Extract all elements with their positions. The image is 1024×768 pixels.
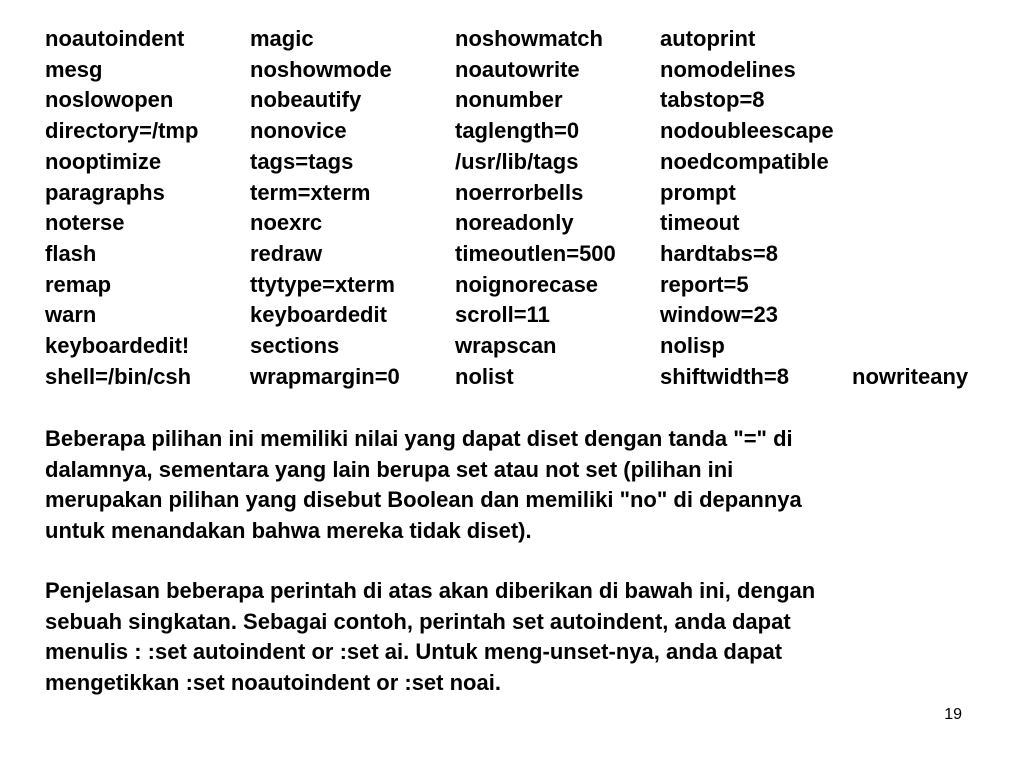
paragraph-line: menulis : :set autoindent or :set ai. Untuk meng-unset-nya, anda dapat <box>45 639 783 665</box>
paragraph-line: merupakan pilihan yang disebut Boolean dan memiliki "no" di depannya <box>45 487 802 513</box>
paragraph-line: untuk menandakan bahwa mereka tidak diset). <box>45 518 532 544</box>
option-cell: nomodelines <box>660 56 796 82</box>
paragraph-line: Beberapa pilihan ini memiliki nilai yang dapat diset dengan tanda "=" di <box>45 426 793 451</box>
options-row <box>45 55 968 86</box>
option-cell: keyboardedit <box>250 302 387 328</box>
option-cell: noautoindent <box>45 26 185 51</box>
option-cell <box>852 208 968 239</box>
option-cell: nowriteany <box>852 363 969 389</box>
option-cell: nolisp <box>660 333 725 359</box>
options-row <box>45 147 968 178</box>
option-cell: timeoutlen=500 <box>455 240 616 266</box>
option-cell: timeout <box>660 210 740 236</box>
option-cell: shell=/bin/csh <box>45 363 192 389</box>
option-cell: wrapscan <box>455 333 557 359</box>
option-cell: ttytype=xterm <box>250 271 395 297</box>
option-cell: nodoubleescape <box>660 118 834 144</box>
option-cell: keyboardedit! <box>45 333 190 359</box>
options-row <box>45 362 968 393</box>
option-cell: warn <box>45 302 97 328</box>
option-cell: nolist <box>455 363 514 389</box>
option-cell: nonumber <box>455 87 563 113</box>
option-cell: hardtabs=8 <box>660 240 778 266</box>
paragraph-line: dalamnya, sementara yang lain berupa set atau not set (pilihan ini <box>45 456 734 482</box>
explanation-paragraph-abbreviation <box>45 576 1005 699</box>
option-cell: nonovice <box>250 118 347 144</box>
option-cell: noslowopen <box>45 87 174 113</box>
option-cell: scroll=11 <box>455 302 550 328</box>
option-cell: noterse <box>45 210 125 236</box>
option-cell: tabstop=8 <box>660 87 765 113</box>
option-cell <box>852 300 968 331</box>
option-cell: report=5 <box>660 271 749 297</box>
option-cell: wrapmargin=0 <box>250 363 400 389</box>
option-cell: taglength=0 <box>455 118 580 144</box>
option-cell <box>852 270 968 301</box>
options-row <box>45 239 968 270</box>
option-cell: noreadonly <box>455 210 574 236</box>
options-row <box>45 116 968 147</box>
option-cell <box>852 147 968 178</box>
options-row <box>45 85 968 116</box>
option-cell: paragraphs <box>45 179 165 205</box>
option-cell: magic <box>250 26 314 51</box>
option-cell: noedcompatible <box>660 148 829 174</box>
option-cell: flash <box>45 240 97 266</box>
option-cell: noshowmatch <box>455 26 603 51</box>
option-cell: shiftwidth=8 <box>660 363 789 389</box>
options-row <box>45 331 968 362</box>
option-cell: sections <box>250 333 340 359</box>
option-cell: remap <box>45 271 112 297</box>
options-row <box>45 208 968 239</box>
option-cell <box>852 85 968 116</box>
option-cell: autoprint <box>660 26 756 51</box>
options-row <box>45 24 968 55</box>
option-cell <box>852 24 968 55</box>
paragraph-line: mengetikkan :set noautoindent or :set noai. <box>45 670 501 696</box>
page-number: 19 <box>944 706 962 723</box>
option-cell: noignorecase <box>455 271 599 297</box>
option-cell: tags=tags <box>250 148 354 174</box>
options-row <box>45 270 968 301</box>
option-cell: noerrorbells <box>455 179 584 205</box>
option-cell: term=xterm <box>250 179 371 205</box>
option-cell: nooptimize <box>45 148 162 174</box>
option-cell: prompt <box>660 179 736 205</box>
option-cell <box>852 116 968 147</box>
option-cell: noexrc <box>250 210 323 236</box>
option-cell: noshowmode <box>250 56 392 82</box>
paragraph-line: Penjelasan beberapa perintah di atas akan diberikan di bawah ini, dengan <box>45 578 816 603</box>
option-cell <box>852 55 968 86</box>
option-cell <box>852 239 968 270</box>
option-cell: mesg <box>45 56 103 82</box>
options-row <box>45 300 968 331</box>
paragraph-line: sebuah singkatan. Sebagai contoh, perintah set autoindent, anda dapat <box>45 608 791 634</box>
option-cell: redraw <box>250 240 323 266</box>
option-cell: noautowrite <box>455 56 580 82</box>
option-cell: nobeautify <box>250 87 362 113</box>
option-cell: /usr/lib/tags <box>455 148 579 174</box>
option-cell <box>852 331 968 362</box>
option-cell: directory=/tmp <box>45 118 199 144</box>
options-row <box>45 178 968 209</box>
explanation-paragraph-boolean <box>45 424 1005 547</box>
options-table <box>45 24 968 392</box>
option-cell: window=23 <box>660 302 778 328</box>
option-cell <box>852 178 968 209</box>
